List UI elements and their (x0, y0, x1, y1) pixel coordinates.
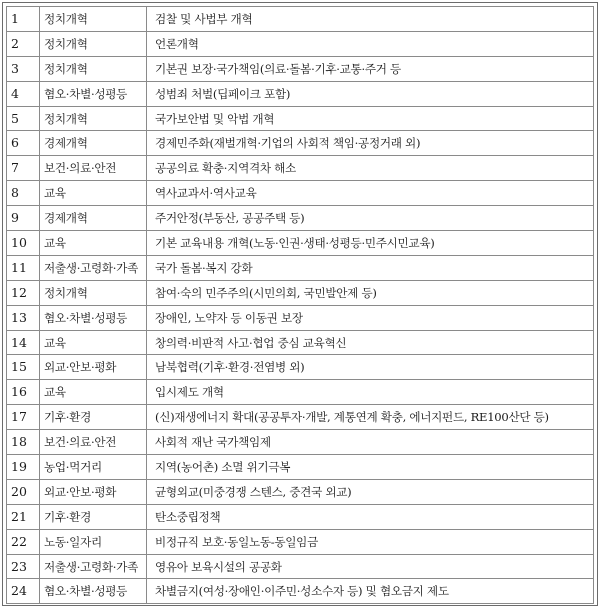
category-cell: 보건·의료·안전 (40, 430, 147, 455)
row-number-cell: 20 (7, 479, 40, 504)
table-row (7, 131, 594, 156)
agenda-item-cell: 국가보안법 및 악법 개혁 (147, 106, 594, 131)
table-row (7, 7, 594, 32)
table-row (7, 380, 594, 405)
category-cell: 정치개혁 (40, 280, 147, 305)
row-number-cell: 10 (7, 231, 40, 256)
table-row (7, 181, 594, 206)
row-number-cell: 21 (7, 504, 40, 529)
agenda-item-cell: 역사교과서·역사교육 (147, 181, 594, 206)
agenda-table (6, 6, 594, 604)
agenda-item-cell: 차별금지(여성·장애인·이주민·성소수자 등) 및 혐오금지 제도 (147, 579, 594, 604)
category-cell: 정치개혁 (40, 31, 147, 56)
table-row (7, 231, 594, 256)
category-cell: 보건·의료·안전 (40, 156, 147, 181)
table-row (7, 280, 594, 305)
category-cell: 저출생·고령화·가족 (40, 255, 147, 280)
category-cell: 기후·환경 (40, 504, 147, 529)
table-row (7, 504, 594, 529)
agenda-item-cell: (신)재생에너지 확대(공공투자·개발, 계통연계 확충, 에너지펀드, RE100산단 등) (147, 405, 594, 430)
agenda-item-cell: 장애인, 노약자 등 이동권 보장 (147, 305, 594, 330)
table-row (7, 330, 594, 355)
agenda-item-cell: 영유아 보육시설의 공공화 (147, 554, 594, 579)
agenda-item-cell: 남북협력(기후·환경·전염병 외) (147, 355, 594, 380)
row-number-cell: 3 (7, 56, 40, 81)
agenda-item-cell: 탄소중립정책 (147, 504, 594, 529)
agenda-item-cell: 기본권 보장·국가책임(의료·돌봄·기후·교통·주거 등 (147, 56, 594, 81)
table-row (7, 355, 594, 380)
category-cell: 외교·안보·평화 (40, 355, 147, 380)
row-number-cell: 14 (7, 330, 40, 355)
row-number-cell: 18 (7, 430, 40, 455)
row-number-cell: 9 (7, 206, 40, 231)
table-row (7, 554, 594, 579)
row-number-cell: 4 (7, 81, 40, 106)
row-number-cell: 6 (7, 131, 40, 156)
row-number-cell: 17 (7, 405, 40, 430)
row-number-cell: 13 (7, 305, 40, 330)
agenda-item-cell: 창의력·비판적 사고·협업 중심 교육혁신 (147, 330, 594, 355)
category-cell: 경제개혁 (40, 206, 147, 231)
category-cell: 교육 (40, 231, 147, 256)
row-number-cell: 16 (7, 380, 40, 405)
table-row (7, 430, 594, 455)
document-frame (2, 2, 598, 606)
category-cell: 혐오·차별·성평등 (40, 81, 147, 106)
row-number-cell: 22 (7, 529, 40, 554)
agenda-table-body (7, 7, 594, 604)
category-cell: 교육 (40, 330, 147, 355)
agenda-item-cell: 주거안정(부동산, 공공주택 등) (147, 206, 594, 231)
agenda-item-cell: 사회적 재난 국가책임제 (147, 430, 594, 455)
table-row (7, 529, 594, 554)
row-number-cell: 23 (7, 554, 40, 579)
category-cell: 정치개혁 (40, 7, 147, 32)
table-row (7, 305, 594, 330)
table-row (7, 255, 594, 280)
agenda-item-cell: 언론개혁 (147, 31, 594, 56)
row-number-cell: 2 (7, 31, 40, 56)
category-cell: 기후·환경 (40, 405, 147, 430)
category-cell: 정치개혁 (40, 106, 147, 131)
table-row (7, 106, 594, 131)
category-cell: 교육 (40, 380, 147, 405)
agenda-item-cell: 공공의료 확충·지역격차 해소 (147, 156, 594, 181)
row-number-cell: 19 (7, 455, 40, 480)
agenda-item-cell: 지역(농어촌) 소멸 위기극복 (147, 455, 594, 480)
row-number-cell: 8 (7, 181, 40, 206)
row-number-cell: 12 (7, 280, 40, 305)
category-cell: 노동·일자리 (40, 529, 147, 554)
agenda-item-cell: 검찰 및 사법부 개혁 (147, 7, 594, 32)
category-cell: 농업·먹거리 (40, 455, 147, 480)
table-row (7, 455, 594, 480)
category-cell: 혐오·차별·성평등 (40, 579, 147, 604)
category-cell: 외교·안보·평화 (40, 479, 147, 504)
agenda-item-cell: 기본 교육내용 개혁(노동·인권·생태·성평등·민주시민교육) (147, 231, 594, 256)
agenda-item-cell: 성범죄 처벌(딥페이크 포함) (147, 81, 594, 106)
row-number-cell: 7 (7, 156, 40, 181)
agenda-item-cell: 참여·숙의 민주주의(시민의회, 국민발안제 등) (147, 280, 594, 305)
agenda-item-cell: 균형외교(미중경쟁 스텐스, 중견국 외교) (147, 479, 594, 504)
row-number-cell: 1 (7, 7, 40, 32)
agenda-item-cell: 국가 돌봄·복지 강화 (147, 255, 594, 280)
agenda-item-cell: 비정규직 보호·동일노동-동일임금 (147, 529, 594, 554)
table-row (7, 579, 594, 604)
row-number-cell: 5 (7, 106, 40, 131)
row-number-cell: 15 (7, 355, 40, 380)
row-number-cell: 11 (7, 255, 40, 280)
table-row (7, 206, 594, 231)
category-cell: 저출생·고령화·가족 (40, 554, 147, 579)
table-row (7, 405, 594, 430)
category-cell: 교육 (40, 181, 147, 206)
category-cell: 정치개혁 (40, 56, 147, 81)
table-row (7, 156, 594, 181)
table-row (7, 56, 594, 81)
category-cell: 경제개혁 (40, 131, 147, 156)
table-row (7, 479, 594, 504)
agenda-item-cell: 경제민주화(재벌개혁·기업의 사회적 책임·공정거래 외) (147, 131, 594, 156)
category-cell: 혐오·차별·성평등 (40, 305, 147, 330)
agenda-item-cell: 입시제도 개혁 (147, 380, 594, 405)
table-row (7, 81, 594, 106)
table-row (7, 31, 594, 56)
row-number-cell: 24 (7, 579, 40, 604)
